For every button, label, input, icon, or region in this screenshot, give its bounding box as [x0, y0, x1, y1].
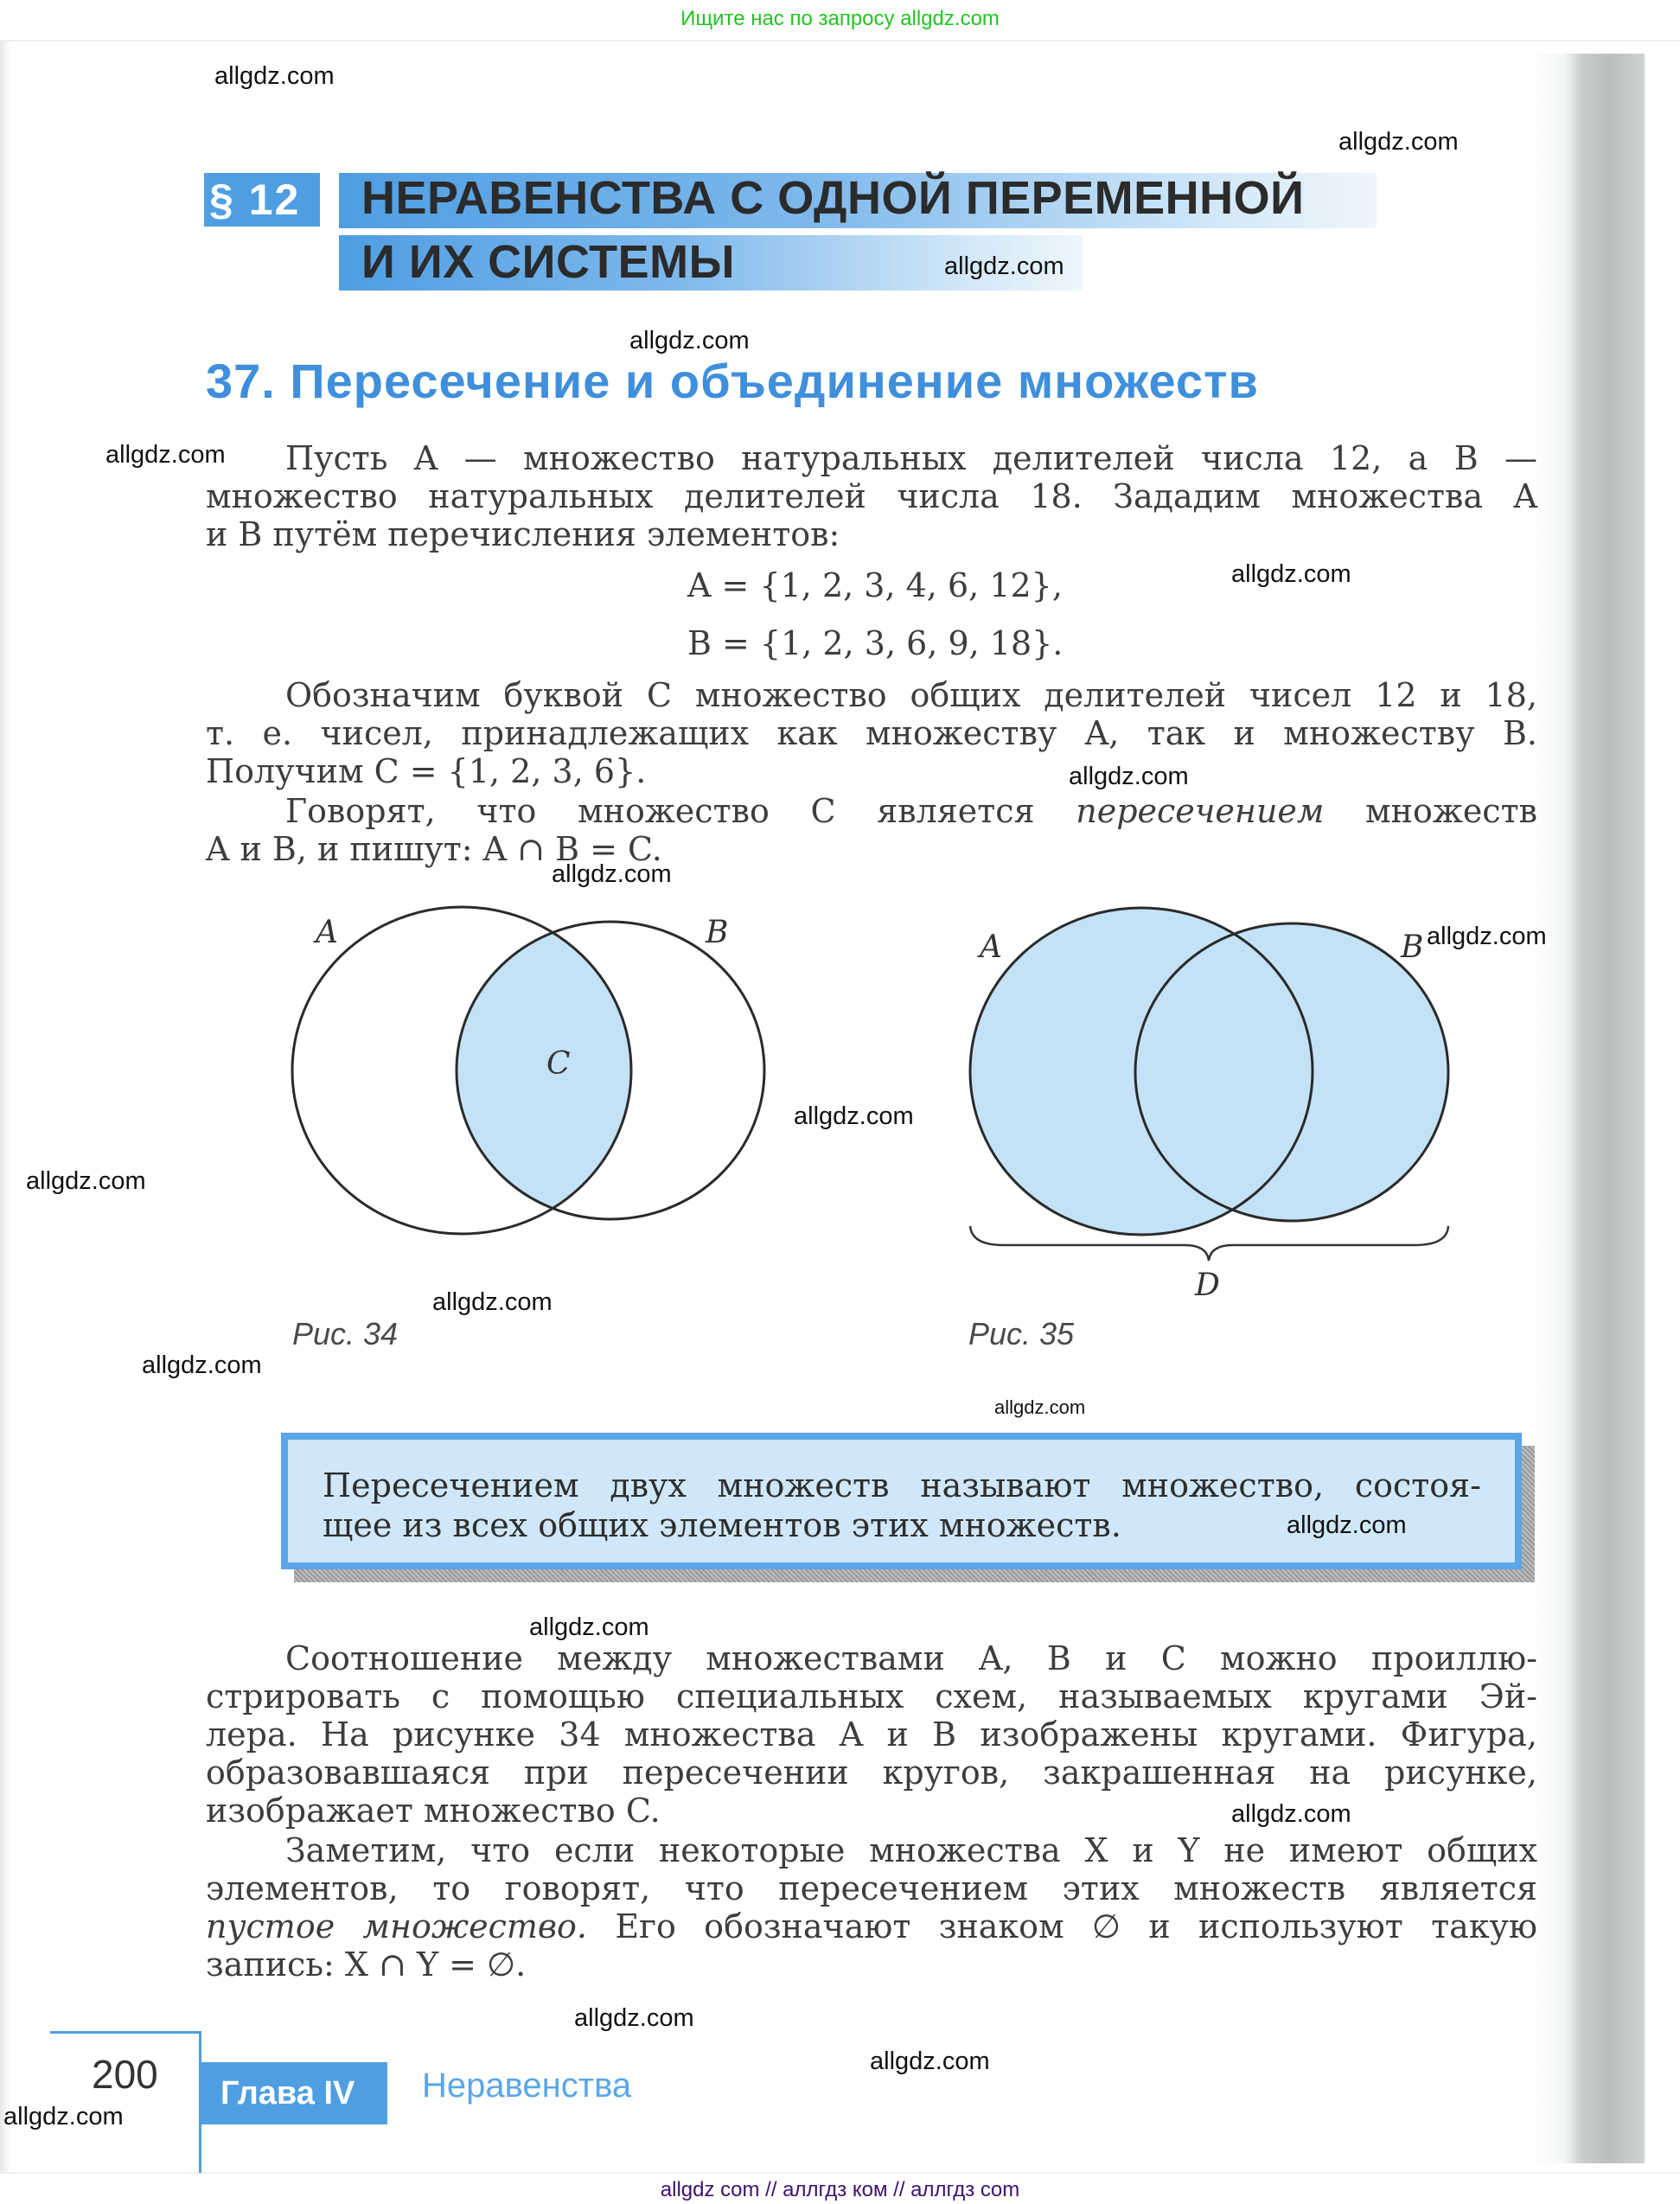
formula-set-b: B = {1, 2, 3, 6, 9, 18}.: [687, 624, 1064, 662]
fig35-circle-b-fill: [1135, 923, 1448, 1221]
paragraph-2-line-3: Получим C = {1, 2, 3, 6}.: [206, 752, 647, 790]
paragraph-2-line-1: Обозначим буквой C множество общих делителей чисел 12 и 18,: [285, 676, 1537, 714]
paragraph-4-line-4: образовавшаяся при пересечении кругов, закрашенная на рисунке,: [206, 1754, 1537, 1792]
section-title-line-2: И ИХ СИСТЕМЫ: [361, 236, 735, 288]
fig35-brace: [970, 1226, 1448, 1261]
term-empty-set: пустое множество.: [206, 1907, 588, 1945]
paragraph-5-line-4: запись: X ∩ Y = ∅.: [206, 1945, 527, 1984]
watermark: allgdz.com: [432, 1288, 553, 1316]
paragraph-1-line-1: Пусть A — множество натуральных делителей числа 12, а B —: [285, 439, 1537, 477]
watermark: allgdz.com: [574, 2004, 694, 2032]
watermark: allgdz.com: [26, 1167, 146, 1195]
watermark: allgdz.com: [552, 860, 672, 888]
watermark: allgdz.com: [944, 252, 1064, 280]
section-title-line-1: НЕРАВЕНСТВА С ОДНОЙ ПЕРЕМЕННОЙ: [361, 172, 1305, 224]
fig35-caption: Рис. 35: [968, 1316, 1075, 1351]
fig34-label-a: A: [316, 915, 338, 950]
watermark: allgdz.com: [1231, 1800, 1351, 1828]
paragraph-5-line-1: Заметим, что если некоторые множества X и Y не имеют общих: [285, 1831, 1537, 1869]
paragraph-1-line-2: множество натуральных делителей числа 18. Зададим множества A: [206, 477, 1537, 515]
fig35-label-b: B: [1401, 930, 1424, 965]
watermark: allgdz.com: [1231, 560, 1351, 588]
definition-line-2: щее из всех общих элементов этих множеств.: [323, 1506, 1121, 1544]
watermark: allgdz.com: [870, 2047, 990, 2075]
fig35-label-d: D: [1195, 1268, 1220, 1303]
paragraph-4-line-3: лера. На рисунке 34 множества A и B изображены кругами. Фигура,: [206, 1715, 1537, 1754]
fig35-label-a: A: [980, 930, 1002, 965]
paragraph-5-line-3: Его обозначают знаком ∅ и используют такую: [615, 1907, 1538, 1945]
paragraph-4-line-1: Соотношение между множествами A, B и C можно проиллю-: [285, 1639, 1537, 1677]
watermark: allgdz.com: [1338, 128, 1459, 156]
fig34-intersection-fill: [457, 922, 764, 1219]
term-intersection: пересечением: [1076, 792, 1325, 830]
watermark: allgdz.com: [214, 62, 335, 90]
chapter-name: Неравенства: [422, 2067, 632, 2105]
chapter-badge: Глава IV: [201, 2062, 387, 2124]
fig34-label-c: C: [546, 1046, 571, 1082]
fig34-label-b: B: [706, 915, 729, 950]
paragraph-5-line-2: элементов, то говорят, что пересечением этих множеств является: [206, 1869, 1537, 1907]
watermark: allgdz.com: [994, 1396, 1086, 1418]
watermark: allgdz.com: [142, 1351, 262, 1379]
fig34-caption: Рис. 34: [292, 1316, 399, 1351]
definition-box: [281, 1433, 1522, 1569]
paragraph-2-line-2: т. е. чисел, принадлежащих как множеству A, так и множеству B.: [206, 714, 1537, 752]
watermark: allgdz.com: [1287, 1511, 1407, 1539]
watermark: allgdz.com: [794, 1102, 914, 1130]
paragraph-5: [206, 1831, 1537, 1984]
watermark: allgdz.com: [629, 327, 750, 355]
section-number-badge: § 12: [204, 173, 320, 227]
watermark: allgdz.com: [1069, 763, 1189, 790]
paragraph-1-line-3: и B путём перечисления элементов:: [206, 515, 840, 553]
paragraph-3-line-1-post: множеств: [1365, 792, 1537, 830]
paragraph-4-line-2: стрировать с помощью специальных схем, называемых кругами Эй-: [206, 1677, 1537, 1715]
paragraph-4-line-5: изображает множество C.: [206, 1792, 661, 1830]
site-footer: allgdz com // аллгдз ком // аллгдз com: [660, 2178, 1020, 2201]
formula-set-a: A = {1, 2, 3, 4, 6, 12},: [687, 566, 1063, 604]
watermark: allgdz.com: [529, 1613, 649, 1641]
paragraph-3-line-2: A и B, и пишут: A ∩ B = C.: [206, 830, 662, 868]
definition-line-1: Пересечением двух множеств называют множество, состоя-: [323, 1466, 1481, 1504]
paragraph-3-line-1-pre: Говорят, что множество C является: [285, 792, 1035, 830]
site-banner: Ищите нас по запросу allgdz.com: [680, 7, 1000, 30]
watermark: allgdz.com: [3, 2103, 124, 2131]
watermark: allgdz.com: [1427, 923, 1547, 950]
page-number: 200: [92, 2052, 158, 2097]
watermark: allgdz.com: [105, 441, 226, 469]
topic-title: 37. Пересечение и объединение множеств: [206, 354, 1259, 408]
